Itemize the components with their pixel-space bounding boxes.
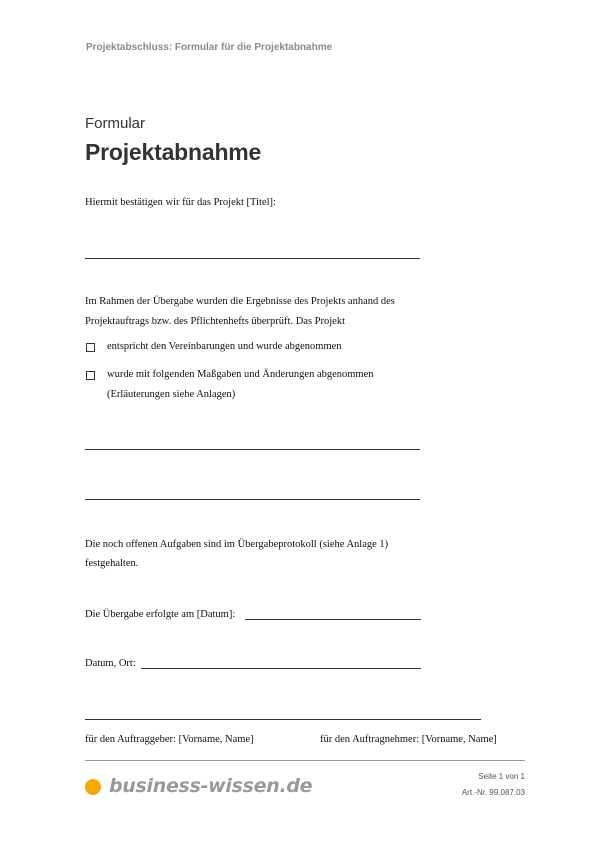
explanation-field-1[interactable] [85, 449, 420, 450]
option-accepted-label: entspricht den Vereinbarungen und wurde abgenommen [107, 341, 342, 352]
date-place-label: Datum, Ort: [85, 658, 136, 669]
paragraph-line: festgehalten. [85, 558, 139, 569]
signature-line[interactable] [85, 719, 481, 720]
contractor-signature-label: für den Auftragnehmer: [Vorname, Name] [320, 734, 497, 745]
paragraph-line: Projektauftrags bzw. des Pflichtenhefts überprüft. Das Projekt [85, 316, 346, 327]
client-signature-label: für den Auftraggeber: [Vorname, Name] [85, 734, 254, 745]
intro-text: Hiermit bestätigen wir für das Projekt [Titel]: [85, 197, 276, 208]
date-place-field[interactable] [141, 668, 421, 669]
article-number: Art.-Nr. 99.087.03 [461, 788, 525, 797]
document-title: Projektabnahme [85, 139, 262, 165]
paragraph-line: Die noch offenen Aufgaben sind im Übergabeprotokoll (siehe Anlage 1) [85, 539, 389, 550]
page-number: Seite 1 von 1 [478, 772, 525, 781]
option-conditional-note: (Erläuterungen siehe Anlagen) [107, 389, 236, 400]
handover-date-label: Die Übergabe erfolgte am [Datum]: [85, 609, 236, 620]
handover-date-field[interactable] [245, 619, 421, 620]
logo-dot-icon [85, 779, 101, 795]
option-conditional-label: wurde mit folgenden Maßgaben und Änderungen abgenommen [107, 369, 374, 380]
paragraph-line: Im Rahmen der Übergabe wurden die Ergebnisse des Projekts anhand des [85, 296, 395, 307]
document-subtitle: Formular [85, 115, 146, 132]
footer-divider [85, 760, 525, 761]
explanation-field-2[interactable] [85, 499, 420, 500]
document-header: Projektabschluss: Formular für die Projektabnahme [86, 42, 333, 53]
option-accepted-checkbox[interactable] [86, 343, 95, 352]
footer-logo: business-wissen.de [109, 775, 313, 797]
option-conditional-checkbox[interactable] [86, 371, 95, 380]
project-title-field[interactable] [85, 258, 420, 259]
